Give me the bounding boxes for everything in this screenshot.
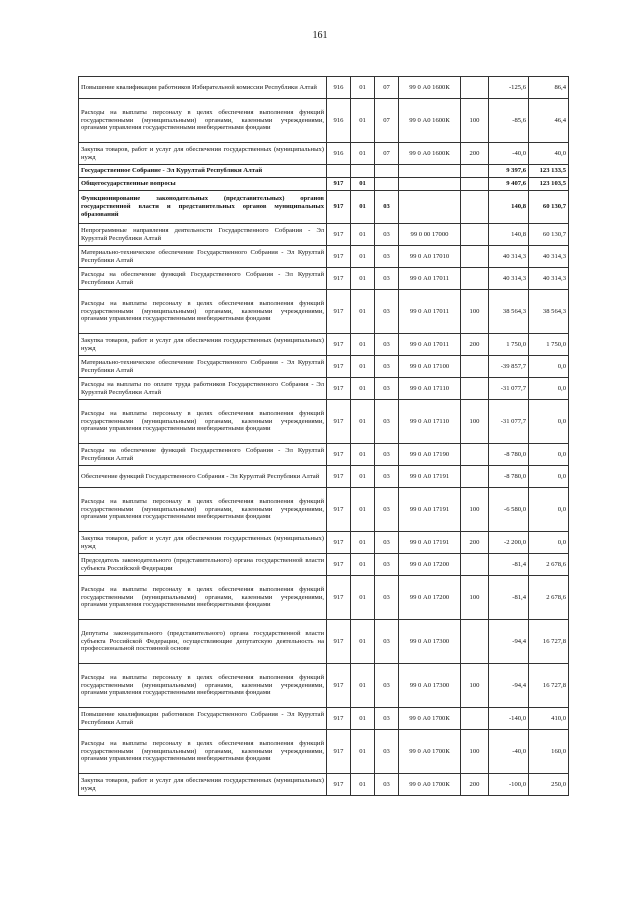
amount-total: 0,0: [529, 378, 569, 400]
amount-change: -2 200,0: [489, 532, 529, 554]
amount-change: -85,6: [489, 99, 529, 143]
subsection-code: 03: [375, 576, 399, 620]
ministry-code: 917: [327, 246, 351, 268]
subsection-code: 03: [375, 774, 399, 796]
target-item-code: 99 0 А0 17010: [399, 246, 461, 268]
table-row: [79, 532, 569, 554]
item-name: Функционирование законодательных (представительных) органов государственной власти и представительных органов муниципальных образований: [79, 191, 327, 224]
target-item-code: 99 0 А0 17011: [399, 268, 461, 290]
amount-total: 160,0: [529, 730, 569, 774]
section-code: 01: [351, 268, 375, 290]
ministry-code: 917: [327, 488, 351, 532]
amount-total: 38 564,3: [529, 290, 569, 334]
amount-total: 0,0: [529, 400, 569, 444]
subsection-code: 03: [375, 356, 399, 378]
amount-change: -31 077,7: [489, 400, 529, 444]
expense-type-code: 200: [461, 774, 489, 796]
ministry-code: [327, 165, 351, 178]
subsection-code: 03: [375, 334, 399, 356]
table-row: [79, 246, 569, 268]
amount-total: 2 678,6: [529, 554, 569, 576]
subsection-code: 03: [375, 444, 399, 466]
section-code: 01: [351, 246, 375, 268]
amount-change: -31 077,7: [489, 378, 529, 400]
expense-type-code: 100: [461, 664, 489, 708]
ministry-code: 917: [327, 620, 351, 664]
subsection-code: 03: [375, 400, 399, 444]
item-name: Расходы на выплаты персоналу в целях обеспечения выполнения функций государственными (муниципальными) органами, казенными учреждениями, органами управления государственными внебюджетными фондами: [79, 730, 327, 774]
section-code: 01: [351, 191, 375, 224]
amount-change: -40,0: [489, 143, 529, 165]
amount-total: 0,0: [529, 532, 569, 554]
amount-total: 40,0: [529, 143, 569, 165]
amount-change: -81,4: [489, 554, 529, 576]
table-row: [79, 356, 569, 378]
subsection-code: 07: [375, 77, 399, 99]
subsection-code: 03: [375, 268, 399, 290]
section-code: 01: [351, 178, 375, 191]
item-name: Закупка товаров, работ и услуг для обеспечения государственных (муниципальных) нужд: [79, 774, 327, 796]
amount-total: 0,0: [529, 466, 569, 488]
section-code: 01: [351, 532, 375, 554]
item-name: Расходы на выплаты персоналу в целях обеспечения выполнения функций государственными (муниципальными) органами, казенными учреждениями, органами управления государственными внебюджетными фондами: [79, 488, 327, 532]
target-item-code: 99 0 А0 17011: [399, 334, 461, 356]
section-code: 01: [351, 620, 375, 664]
item-name: Закупка товаров, работ и услуг для обеспечения государственных (муниципальных) нужд: [79, 532, 327, 554]
amount-change: 38 564,3: [489, 290, 529, 334]
amount-change: 40 314,3: [489, 246, 529, 268]
ministry-code: 917: [327, 290, 351, 334]
page-number: 161: [312, 30, 328, 41]
target-item-code: 99 0 А0 17200: [399, 554, 461, 576]
amount-total: 123 133,5: [529, 165, 569, 178]
table-row: [79, 708, 569, 730]
table-row: [79, 400, 569, 444]
target-item-code: 99 0 А0 1700К: [399, 730, 461, 774]
section-code: 01: [351, 554, 375, 576]
target-item-code: 99 0 А0 17110: [399, 400, 461, 444]
amount-total: 60 130,7: [529, 191, 569, 224]
item-name: Материально-техническое обеспечение Государственного Собрания - Эл Курултай Республики Алтай: [79, 356, 327, 378]
expense-type-code: 100: [461, 488, 489, 532]
section-code: 01: [351, 290, 375, 334]
amount-total: 0,0: [529, 488, 569, 532]
subsection-code: 03: [375, 246, 399, 268]
item-name: Повышение квалификации работников Государственного Собрания - Эл Курултай Республики Алтай: [79, 708, 327, 730]
amount-total: 16 727,8: [529, 664, 569, 708]
section-code: 01: [351, 466, 375, 488]
subsection-code: 03: [375, 488, 399, 532]
table-row: [79, 191, 569, 224]
subsection-code: 07: [375, 143, 399, 165]
item-name: Депутаты законодательного (представительного) органа государственной власти субъекта Российской Федерации, осуществляющие депутатскую деятельность на профессиональной постоянной основе: [79, 620, 327, 664]
ministry-code: 917: [327, 178, 351, 191]
section-code: 01: [351, 444, 375, 466]
subsection-code: 03: [375, 554, 399, 576]
ministry-code: 917: [327, 224, 351, 246]
table-row: [79, 774, 569, 796]
table-row: [79, 576, 569, 620]
amount-change: -94,4: [489, 664, 529, 708]
table-row: [79, 99, 569, 143]
ministry-code: 917: [327, 532, 351, 554]
target-item-code: 99 0 А0 17190: [399, 444, 461, 466]
item-name: Расходы на выплаты персоналу в целях обеспечения выполнения функций государственными (муниципальными) органами, казенными учреждениями, органами управления государственными внебюджетными фондами: [79, 400, 327, 444]
expense-type-code: [461, 178, 489, 191]
subsection-code: 03: [375, 532, 399, 554]
amount-change: -140,0: [489, 708, 529, 730]
ministry-code: 917: [327, 191, 351, 224]
table-row: [79, 664, 569, 708]
budget-table-body: [79, 77, 569, 796]
ministry-code: 917: [327, 774, 351, 796]
ministry-code: 917: [327, 554, 351, 576]
table-row: [79, 488, 569, 532]
target-item-code: 99 0 А0 17011: [399, 290, 461, 334]
item-name: Государственное Собрание - Эл Курултай Республики Алтай: [79, 165, 327, 178]
expense-type-code: [461, 224, 489, 246]
ministry-code: 917: [327, 730, 351, 774]
ministry-code: 917: [327, 400, 351, 444]
target-item-code: 99 0 А0 1700К: [399, 708, 461, 730]
section-code: 01: [351, 708, 375, 730]
ministry-code: 917: [327, 378, 351, 400]
ministry-code: 917: [327, 708, 351, 730]
expense-type-code: 100: [461, 400, 489, 444]
expense-type-code: 100: [461, 99, 489, 143]
section-code: 01: [351, 774, 375, 796]
item-name: Расходы на выплаты персоналу в целях обеспечения выполнения функций государственными (муниципальными) органами, казенными учреждениями, органами управления государственными внебюджетными фондами: [79, 664, 327, 708]
table-row: [79, 178, 569, 191]
ministry-code: 917: [327, 356, 351, 378]
table-row: [79, 334, 569, 356]
table-row: [79, 143, 569, 165]
expense-type-code: [461, 356, 489, 378]
target-item-code: [399, 165, 461, 178]
section-code: 01: [351, 224, 375, 246]
expense-type-code: 100: [461, 290, 489, 334]
ministry-code: 917: [327, 334, 351, 356]
subsection-code: 03: [375, 664, 399, 708]
item-name: Расходы на обеспечение функций Государственного Собрания - Эл Курултай Республики Алтай: [79, 268, 327, 290]
amount-change: -39 857,7: [489, 356, 529, 378]
target-item-code: 99 0 А0 17110: [399, 378, 461, 400]
table-row: [79, 554, 569, 576]
subsection-code: 03: [375, 378, 399, 400]
table-row: [79, 466, 569, 488]
amount-total: 123 103,5: [529, 178, 569, 191]
budget-table: [78, 76, 569, 796]
subsection-code: [375, 165, 399, 178]
item-name: Повышение квалификации работников Избирательной комиссии Республики Алтай: [79, 77, 327, 99]
ministry-code: 917: [327, 466, 351, 488]
subsection-code: 07: [375, 99, 399, 143]
amount-change: 9 407,6: [489, 178, 529, 191]
table-row: [79, 268, 569, 290]
expense-type-code: 100: [461, 730, 489, 774]
section-code: 01: [351, 334, 375, 356]
ministry-code: 917: [327, 444, 351, 466]
ministry-code: 917: [327, 576, 351, 620]
item-name: Материально-техническое обеспечение Государственного Собрания - Эл Курултай Республики Алтай: [79, 246, 327, 268]
amount-change: -8 780,0: [489, 444, 529, 466]
amount-total: 2 678,6: [529, 576, 569, 620]
expense-type-code: 200: [461, 143, 489, 165]
section-code: 01: [351, 378, 375, 400]
item-name: Закупка товаров, работ и услуг для обеспечения государственных (муниципальных) нужд: [79, 143, 327, 165]
amount-change: 140,8: [489, 224, 529, 246]
section-code: 01: [351, 730, 375, 774]
amount-change: -40,0: [489, 730, 529, 774]
amount-total: 40 314,3: [529, 268, 569, 290]
table-row: [79, 77, 569, 99]
expense-type-code: [461, 77, 489, 99]
amount-change: -94,4: [489, 620, 529, 664]
expense-type-code: [461, 554, 489, 576]
target-item-code: [399, 178, 461, 191]
ministry-code: 916: [327, 77, 351, 99]
target-item-code: 99 0 А0 17200: [399, 576, 461, 620]
subsection-code: 03: [375, 620, 399, 664]
target-item-code: 99 0 А0 17100: [399, 356, 461, 378]
expense-type-code: 200: [461, 532, 489, 554]
ministry-code: 916: [327, 99, 351, 143]
section-code: 01: [351, 99, 375, 143]
section-code: 01: [351, 664, 375, 708]
section-code: 01: [351, 356, 375, 378]
target-item-code: [399, 191, 461, 224]
amount-total: 86,4: [529, 77, 569, 99]
target-item-code: 99 0 А0 1700К: [399, 774, 461, 796]
amount-total: 0,0: [529, 356, 569, 378]
expense-type-code: [461, 268, 489, 290]
item-name: Расходы на обеспечение функций Государственного Собрания - Эл Курултай Республики Алтай: [79, 444, 327, 466]
item-name: Расходы на выплаты по оплате труда работников Государственного Собрания - Эл Курултай Республики Алтай: [79, 378, 327, 400]
expense-type-code: [461, 246, 489, 268]
table-row: [79, 730, 569, 774]
item-name: Общегосударственные вопросы: [79, 178, 327, 191]
ministry-code: 917: [327, 268, 351, 290]
table-row: [79, 444, 569, 466]
item-name: Председатель законодательного (представительного) органа государственной власти субъекта Российской Федерации: [79, 554, 327, 576]
section-code: 01: [351, 400, 375, 444]
item-name: Расходы на выплаты персоналу в целях обеспечения выполнения функций государственными (муниципальными) органами, казенными учреждениями, органами управления государственными внебюджетными фондами: [79, 99, 327, 143]
target-item-code: 99 0 А0 1600К: [399, 77, 461, 99]
subsection-code: 03: [375, 290, 399, 334]
section-code: 01: [351, 488, 375, 532]
item-name: Непрограммные направления деятельности Государственного Собрания - Эл Курултай Республики Алтай: [79, 224, 327, 246]
amount-total: 0,0: [529, 444, 569, 466]
section-code: 01: [351, 143, 375, 165]
table-row: [79, 224, 569, 246]
amount-change: 9 397,6: [489, 165, 529, 178]
target-item-code: 99 0 А0 17300: [399, 620, 461, 664]
expense-type-code: 200: [461, 334, 489, 356]
amount-change: 1 750,0: [489, 334, 529, 356]
expense-type-code: 100: [461, 576, 489, 620]
amount-total: 46,4: [529, 99, 569, 143]
subsection-code: 03: [375, 730, 399, 774]
amount-total: 60 130,7: [529, 224, 569, 246]
table-row: [79, 378, 569, 400]
ministry-code: 916: [327, 143, 351, 165]
target-item-code: 99 0 А0 17300: [399, 664, 461, 708]
amount-change: -125,6: [489, 77, 529, 99]
table-row: [79, 620, 569, 664]
target-item-code: 99 0 А0 1600К: [399, 143, 461, 165]
amount-total: 410,0: [529, 708, 569, 730]
section-code: 01: [351, 576, 375, 620]
expense-type-code: [461, 165, 489, 178]
expense-type-code: [461, 444, 489, 466]
table-row: [79, 165, 569, 178]
amount-change: -100,0: [489, 774, 529, 796]
amount-change: -81,4: [489, 576, 529, 620]
expense-type-code: [461, 378, 489, 400]
table-row: [79, 290, 569, 334]
amount-total: 250,0: [529, 774, 569, 796]
amount-total: 1 750,0: [529, 334, 569, 356]
amount-change: -8 780,0: [489, 466, 529, 488]
amount-total: 40 314,3: [529, 246, 569, 268]
item-name: Расходы на выплаты персоналу в целях обеспечения выполнения функций государственными (муниципальными) органами, казенными учреждениями, органами управления государственными внебюджетными фондами: [79, 290, 327, 334]
amount-total: 16 727,8: [529, 620, 569, 664]
target-item-code: 99 0 А0 1600К: [399, 99, 461, 143]
section-code: 01: [351, 77, 375, 99]
subsection-code: 03: [375, 224, 399, 246]
expense-type-code: [461, 466, 489, 488]
amount-change: 40 314,3: [489, 268, 529, 290]
expense-type-code: [461, 191, 489, 224]
item-name: Закупка товаров, работ и услуг для обеспечения государственных (муниципальных) нужд: [79, 334, 327, 356]
subsection-code: 03: [375, 708, 399, 730]
subsection-code: 03: [375, 191, 399, 224]
expense-type-code: [461, 620, 489, 664]
item-name: Расходы на выплаты персоналу в целях обеспечения выполнения функций государственными (муниципальными) органами, казенными учреждениями, органами управления государственными внебюджетными фондами: [79, 576, 327, 620]
section-code: [351, 165, 375, 178]
expense-type-code: [461, 708, 489, 730]
amount-change: -6 580,0: [489, 488, 529, 532]
amount-change: 140,8: [489, 191, 529, 224]
subsection-code: 03: [375, 466, 399, 488]
item-name: Обеспечение функций Государственного Собрания - Эл Курултай Республики Алтай: [79, 466, 327, 488]
subsection-code: [375, 178, 399, 191]
target-item-code: 99 0 А0 17191: [399, 466, 461, 488]
ministry-code: 917: [327, 664, 351, 708]
target-item-code: 99 0 А0 17191: [399, 488, 461, 532]
target-item-code: 99 0 00 17000: [399, 224, 461, 246]
target-item-code: 99 0 А0 17191: [399, 532, 461, 554]
